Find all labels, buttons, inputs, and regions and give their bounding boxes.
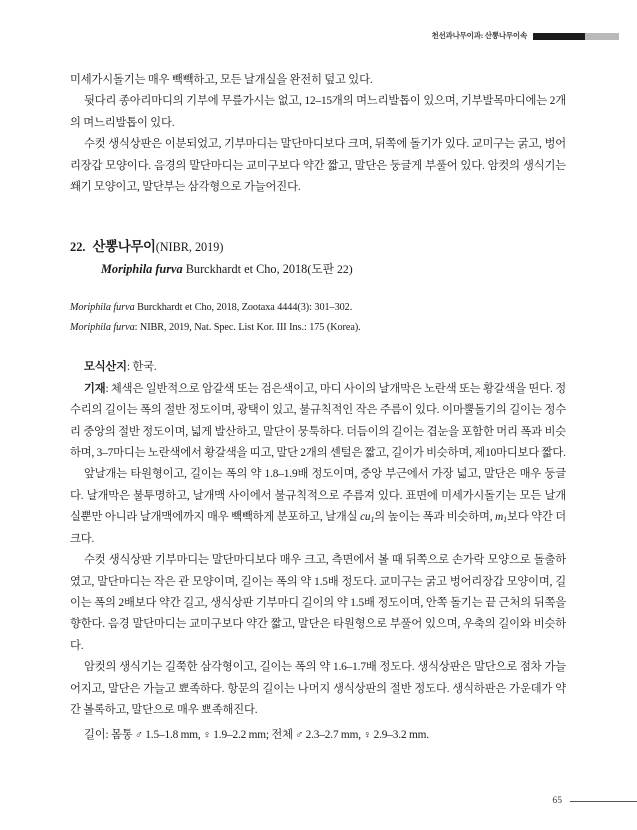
species-scientific-name: Moriphila furva (101, 262, 183, 277)
citation-row (70, 318, 566, 338)
running-header (70, 28, 619, 44)
description-paragraph-forewing (70, 464, 566, 550)
species-scientific-authority: Burckhardt et Cho, 2018 (182, 262, 308, 277)
species-number: 22. (70, 240, 86, 255)
description-text-general: : 체색은 일반적으로 암갈색 또는 검은색이고, 마디 사이의 날개막은 노란색 또는 황갈색을 띤다. 정수리의 길이는 폭의 절반 정도이며, 광택이 있고, 불규칙적인 작은 주름이 있다. 이마뿔돌기의 길이는 정수리 중앙의 절반 정도이며, 넓게 발산하고, 말단이 뭉툭하다. 더듬이의 길이는 겹눈을 포함한 머리 폭과 비슷하며, 3–7마디는 노란색에서 황갈색을 띠고, 말단 2개의 센털은 짧고, 길이가 비슷하며, 제10마디보다 짧다. (70, 382, 566, 460)
footer-rule-decoration (570, 801, 637, 802)
measurements-label: 길이: 몸통 (84, 729, 135, 742)
species-heading-line-scientific (70, 259, 566, 279)
description-paragraph-general (70, 379, 566, 465)
forewing-text-part3: 보다 약간 더 크다. (70, 511, 566, 545)
paragraph-microtrichia: 미세가시돌기는 매우 빽빽하고, 모든 날개실을 완전히 덮고 있다. (70, 74, 373, 86)
type-locality-line (70, 357, 566, 378)
citation-row (70, 298, 566, 318)
forewing-text-part1: 앞날개는 타원형이고, 길이는 폭의 약 1.8–1.9배 정도이며, 중앙 부근에서 가장 넓고, 말단은 매우 둥글다. 날개막은 불투명하고, 날개맥 사이에서 불규칙적으로 주름져 있다. 표면에 미세가시돌기는 모든 날개실뿐만 아니라 날개맥에까지 매우 빽빽하게 분포하고, 날개실 (70, 468, 566, 524)
forewing-text-part2: 의 높이는 폭과 비슷하며, (374, 511, 496, 524)
measurements-body-male: 1.5–1.8 mm, (142, 729, 204, 742)
female-symbol-icon: ♀ (203, 730, 211, 742)
description-block (70, 357, 566, 746)
vein-m1-subscript: 1 (503, 515, 507, 525)
measurements-line (70, 725, 566, 746)
page-number: 65 (552, 795, 562, 807)
vein-cu1-subscript: 1 (370, 515, 375, 525)
citation-reference-text: Burckhardt et Cho, 2018, Zootaxa 4444(3): 301–302. (134, 302, 353, 314)
type-locality-value: : 한국. (126, 361, 157, 374)
species-author-citation: (NIBR, 2019) (155, 240, 224, 255)
measurements-body-female: 1.9–2.2 mm; 전체 (210, 729, 296, 742)
running-header-text: 천선과나무이과: 산뽕나무이속 (431, 31, 527, 41)
measurements-total-male: 2.3–2.7 mm, (303, 729, 364, 742)
citation-scientific-name: Moriphila furva (70, 322, 135, 334)
header-bar-light-decoration (585, 33, 619, 40)
description-paragraph-female-genitalia: 암컷의 생식기는 길쭉한 삼각형이고, 길이는 폭의 약 1.6–1.7배 정도다. 생식상판은 말단으로 점차 가늘어지고, 말단은 가늘고 뾰족하다. 항문의 길이는 나머지 생식상판의 절반 정도다. 생식하판은 가운데가 약간 볼록하고, 말단으로 매우 뾰족해진다. (70, 661, 566, 716)
paragraph-male-terminalia-intro: 수컷 생식상판은 이분되었고, 기부마디는 말단마디보다 크며, 뒤쪽에 돌기가 있다. 교미구는 굵고, 벙어리장갑 모양이다. 음경의 말단마디는 교미구보다 약간 짧고, 말단은 둥글게 부풀어 있다. 암컷의 생식기는 쐐기 모양이고, 말단부는 삼각형으로 가늘어진다. (70, 138, 566, 194)
page-footer (552, 796, 637, 806)
description-paragraph-male-genitalia: 수컷 생식상판 기부마디는 말단마디보다 매우 크고, 측면에서 볼 때 뒤쪽으로 손가락 모양으로 돌출하였고, 말단마디는 작은 관 모양이며, 길이는 폭의 약 1.5배 정도다. 교미구는 굵고 벙어리장갑 모양이며, 길이는 폭의 2배보다 약간 길고, 생식상판 기부마디 길이의 약 1.5배 정도이며, 안쪽 돌기는 끝 근처의 뒤쪽을 향한다. 음경 말단마디는 교미구보다 약간 짧고, 말단은 타원형으로 부풀어 있으며, 우축의 길이와 비슷하다. (70, 554, 566, 652)
header-bar-dark-decoration (533, 33, 585, 40)
vein-cu1-name: cu (360, 511, 371, 524)
type-locality-label: 모식산지 (84, 361, 127, 374)
species-korean-name: 산뽕나무이 (92, 239, 156, 255)
species-plate-reference: (도판 22) (307, 262, 353, 277)
vein-m1-name: m (495, 511, 504, 524)
species-heading-line-korean (70, 237, 566, 257)
description-label: 기재 (84, 382, 106, 395)
male-symbol-icon: ♂ (135, 730, 143, 742)
species-heading (70, 237, 566, 279)
measurements-total-female: 2.9–3.2 mm. (371, 729, 429, 742)
page-body (70, 70, 566, 747)
female-symbol-icon: ♀ (363, 730, 372, 742)
citation-reference-text: : NIBR, 2019, Nat. Spec. List Kor. III Ins.: 175 (Korea). (134, 322, 361, 334)
paragraph-hind-tibia: 뒷다리 종아리마디의 기부에 무릎가시는 없고, 12–15개의 며느리발톱이 있으며, 기부발목마디에는 2개의 며느리발톱이 있다. (70, 95, 566, 129)
citation-list (70, 298, 566, 338)
citation-scientific-name: Moriphila furva (70, 302, 135, 314)
male-symbol-icon: ♂ (295, 730, 304, 742)
